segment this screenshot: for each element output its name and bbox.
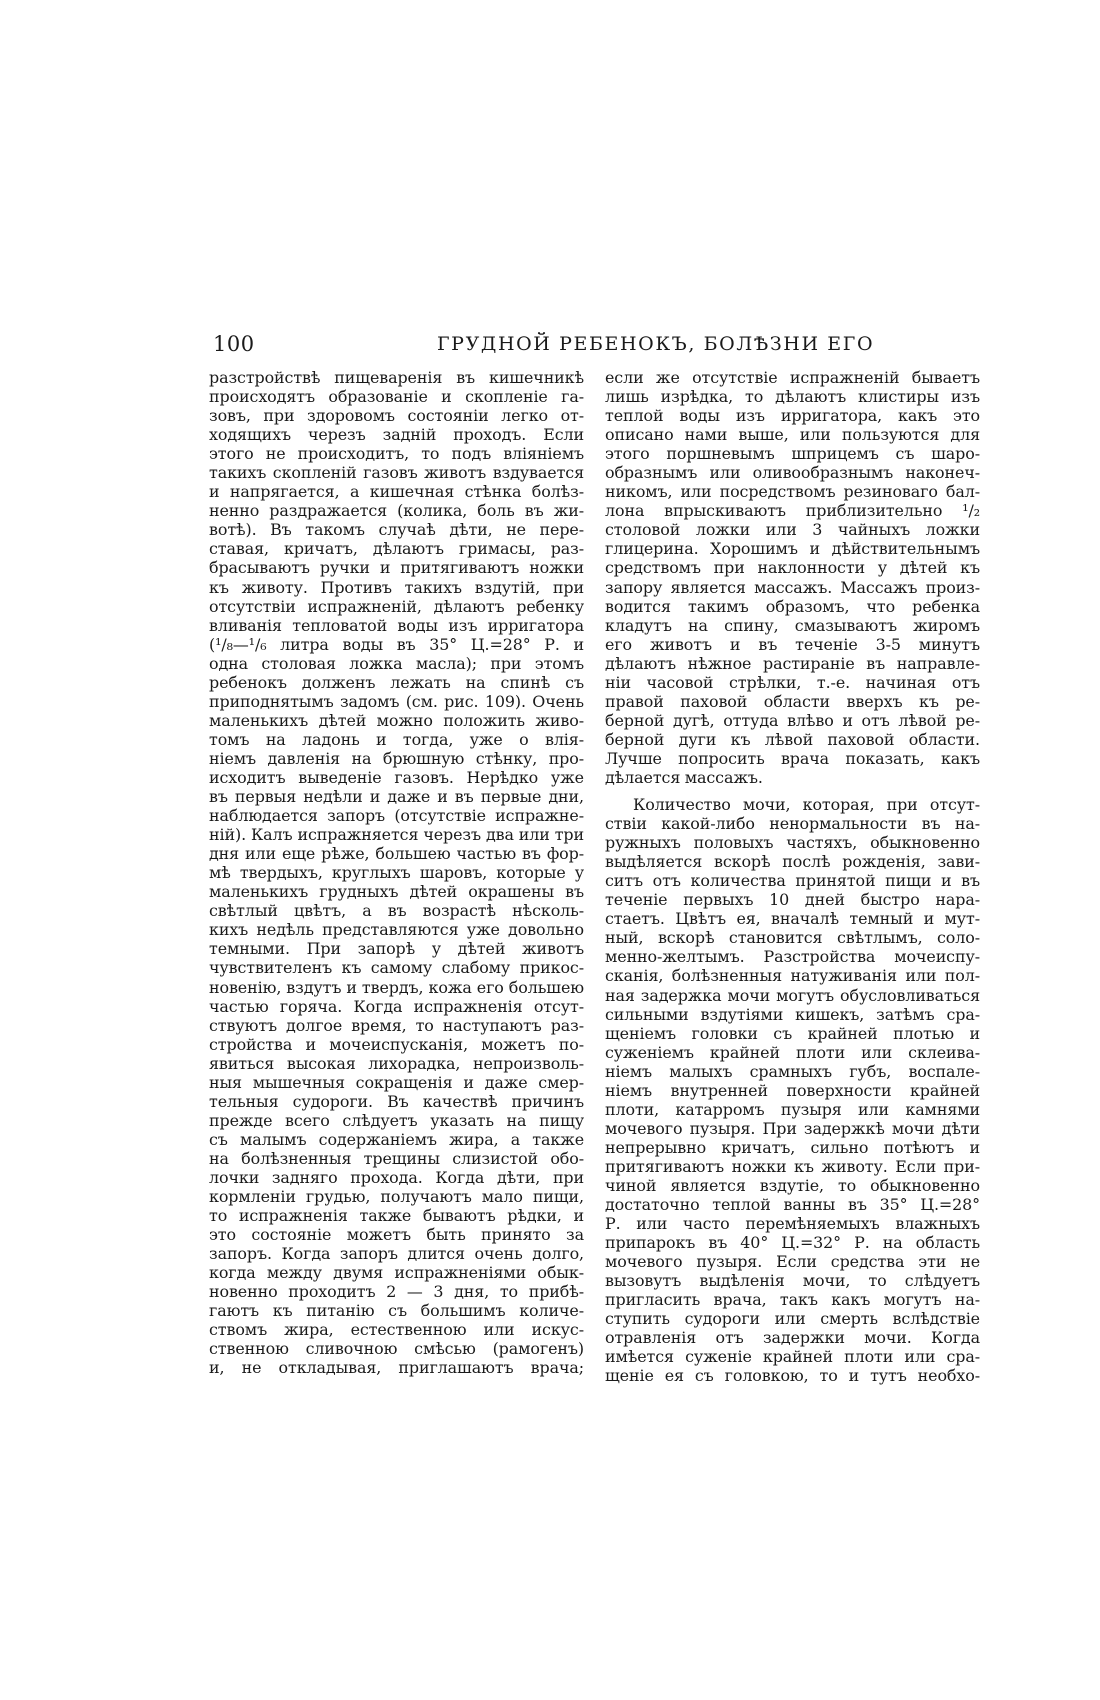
text-line: притягиваютъ ножки къ животу. Если при- <box>605 1156 980 1176</box>
text-line: Лучше попросить врача показать, какъ <box>605 748 980 768</box>
text-line: кормленіи грудью, получаютъ мало пищи, <box>209 1187 584 1207</box>
text-line: правой паховой области вверхъ къ ре- <box>605 691 980 711</box>
text-line: берной дуги къ лѣвой паховой области. <box>605 729 980 749</box>
text-line: глицерина. Хорошимъ и дѣйствительнымъ <box>605 539 980 559</box>
text-line: маленькихъ дѣтей можно положить живо- <box>209 710 584 730</box>
text-line: исходитъ выведеніе газовъ. Нерѣдко уже <box>209 767 584 787</box>
text-line: берной дугѣ, оттуда влѣво и отъ лѣвой ре- <box>605 710 980 730</box>
text-line: когда между двумя испражненіями обык- <box>209 1263 584 1283</box>
page-number: 100 <box>213 332 255 356</box>
text-line: щеніе ея съ головкою, то и тутъ необхо- <box>605 1366 980 1386</box>
text-line: разстройствѣ пищеваренія въ кишечникѣ <box>209 368 584 387</box>
text-line: наблюдается запоръ (отсутствіе испражне- <box>209 806 584 826</box>
text-line: темными. При запорѣ у дѣтей животъ <box>209 939 584 959</box>
text-line: дѣлаютъ нѣжное растираніе въ направле- <box>605 653 980 673</box>
text-line: чувствителенъ къ самому слабому прикос- <box>209 958 584 978</box>
text-line: съ малымъ содержаніемъ жира, а также <box>209 1129 584 1149</box>
text-line: этого поршневымъ шприцемъ съ шаро- <box>605 444 980 464</box>
text-line: припарокъ въ 40° Ц.=32° Р. на область <box>605 1233 980 1253</box>
text-line: ситъ отъ количества принятой пищи и въ <box>605 871 980 891</box>
text-line: маленькихъ грудныхъ дѣтей окрашены въ <box>209 882 584 902</box>
text-line: явиться высокая лихорадка, непроизволь- <box>209 1053 584 1073</box>
text-line: сильными вздутіями кишекъ, затѣмъ сра- <box>605 1004 980 1024</box>
text-line: ніемъ малыхъ срамныхъ губъ, воспале- <box>605 1061 980 1081</box>
text-line: ствуютъ долгое время, то наступаютъ раз- <box>209 1015 584 1035</box>
text-line: никомъ, или посредствомъ резиноваго бал- <box>605 482 980 502</box>
text-line: тельныя судороги. Въ качествѣ причинъ <box>209 1091 584 1111</box>
running-head: ГРУДНОЙ РЕБЕНОКЪ, БОЛѢЗНИ ЕГО <box>437 333 875 355</box>
text-line: ствомъ жира, естественною или искус- <box>209 1320 584 1340</box>
text-line: этого не происходитъ, то подъ вліяніемъ <box>209 444 584 464</box>
text-line: ставая, кричатъ, дѣлаютъ гримасы, раз- <box>209 539 584 559</box>
text-line: плоти, катарромъ пузыря или камнями <box>605 1099 980 1119</box>
text-line: запору является массажъ. Массажъ произ- <box>605 577 980 597</box>
text-line: такихъ скопленій газовъ животъ вздувается <box>209 463 584 483</box>
text-line: дѣлается массажъ. <box>605 767 763 787</box>
text-line: запоръ. Когда запоръ длится очень долго, <box>209 1244 584 1264</box>
page-header <box>213 328 973 360</box>
text-line: брасываютъ ручки и притягиваютъ ножки <box>209 558 584 578</box>
text-line: отравленія отъ задержки мочи. Когда <box>605 1328 980 1348</box>
text-line: ніемъ внутренней поверхности крайней <box>605 1080 980 1100</box>
text-line: на болѣзненныя трещины слизистой обо- <box>209 1148 584 1168</box>
text-line: къ животу. Противъ такихъ вздутій, при <box>209 577 584 597</box>
text-line: это состояніе можетъ быть принято за <box>209 1225 584 1245</box>
text-line: и напрягается, а кишечная стѣнка болѣз- <box>209 482 584 502</box>
text-line: ружныхъ половыхъ частяхъ, обыкновенно <box>605 833 980 853</box>
text-line: его животъ и въ теченіе 3-5 минутъ <box>605 634 980 654</box>
text-line: гаютъ къ питанію съ большимъ количе- <box>209 1301 584 1321</box>
text-line: вливанія тепловатой воды изъ ирригатора <box>209 615 584 635</box>
text-line: имѣется суженіе крайней плоти или сра- <box>605 1347 980 1367</box>
text-line: чиной является вздутіе, то обыкновенно <box>605 1175 980 1195</box>
text-line: лона впрыскиваютъ приблизительно ¹/₂ <box>605 501 980 521</box>
text-line: новенно проходитъ 2 — 3 дня, то прибѣ- <box>209 1282 584 1302</box>
text-line: пригласить врача, такъ какъ могутъ на- <box>605 1290 980 1310</box>
text-line: новенію, вздутъ и твердъ, кожа его большею <box>209 977 584 997</box>
text-line: происходятъ образованіе и скопленіе га- <box>209 387 584 407</box>
text-line: зовъ, при здоровомъ состояніи легко от- <box>209 406 584 426</box>
text-line: стройства и мочеиспусканія, можетъ по- <box>209 1034 584 1054</box>
text-line: если же отсутствіе испражненій бываетъ <box>605 368 980 387</box>
text-line: и, не откладывая, приглашаютъ врача; <box>209 1358 584 1378</box>
text-line: лочки задняго прохода. Когда дѣти, при <box>209 1167 584 1187</box>
text-line: ній). Калъ испражняется черезъ два или три <box>209 825 584 845</box>
text-line: Р. или часто перемѣняемыхъ влажныхъ <box>605 1214 980 1234</box>
text-line: достаточно теплой ванны въ 35° Ц.=28° <box>605 1195 980 1215</box>
text-line: ственною сливочною смѣсью (рамогенъ) <box>209 1339 584 1359</box>
text-line: вотѣ). Въ такомъ случаѣ дѣти, не пере- <box>209 520 584 540</box>
text-line: ныя мышечныя сокращенія и даже смер- <box>209 1072 584 1092</box>
text-line: дня или еще рѣже, большею частью въ фор- <box>209 844 584 864</box>
text-line: ніи часовой стрѣлки, т.-е. начиная отъ <box>605 672 980 692</box>
text-line: Количество мочи, которая, при отсут- <box>633 795 980 815</box>
text-line: теплой воды изъ ирригатора, какъ это <box>605 406 980 426</box>
text-line: ніемъ давленія на брюшную стѣнку, про- <box>209 748 584 768</box>
text-line: средствомъ при наклонности у дѣтей къ <box>605 558 980 578</box>
text-line: ствіи какой-либо ненормальности въ на- <box>605 814 980 834</box>
text-line: образнымъ или оливообразнымъ наконеч- <box>605 463 980 483</box>
text-line: лишь изрѣдка, то дѣлаютъ клистиры изъ <box>605 387 980 407</box>
text-line: столовой ложки или 3 чайныхъ ложки <box>605 520 980 540</box>
text-line: мочевого пузыря. При задержкѣ мочи дѣти <box>605 1118 980 1138</box>
text-line: частью горяча. Когда испражненія отсут- <box>209 996 584 1016</box>
text-line: мѣ твердыхъ, круглыхъ шаровъ, которые у <box>209 863 584 883</box>
text-line: кихъ недѣль представляются уже довольно <box>209 920 584 940</box>
text-line: ный, вскорѣ становится свѣтлымъ, соло- <box>605 928 980 948</box>
text-line: ходящихъ черезъ задній проходъ. Если <box>209 425 584 445</box>
text-line: то испражненія также бываютъ рѣдки, и <box>209 1206 584 1226</box>
text-line: свѣтлый цвѣтъ, а въ возрастѣ нѣсколь- <box>209 901 584 921</box>
text-line: мочевого пузыря. Если средства эти не <box>605 1252 980 1272</box>
text-line: непрерывно кричатъ, сильно потѣютъ и <box>605 1137 980 1157</box>
text-line: менно-желтымъ. Разстройства мочеиспу- <box>605 947 980 967</box>
text-line: выдѣляется вскорѣ послѣ рожденія, зави- <box>605 852 980 872</box>
text-line: водится такимъ образомъ, что ребенка <box>605 596 980 616</box>
text-line: суженіемъ крайней плоти или склеива- <box>605 1042 980 1062</box>
text-line: теченіе первыхъ 10 дней быстро нара- <box>605 890 980 910</box>
text-line: ная задержка мочи могутъ обусловливаться <box>605 985 980 1005</box>
text-line: кладутъ на спину, смазываютъ жиромъ <box>605 615 980 635</box>
text-line: сканія, болѣзненныя натуживанія или пол- <box>605 966 980 986</box>
text-line: щеніемъ головки съ крайней плотью и <box>605 1023 980 1043</box>
text-line: одна столовая ложка масла); при этомъ <box>209 653 584 673</box>
text-line: ступить судороги или смерть вслѣдствіе <box>605 1309 980 1329</box>
text-line: томъ на ладонь и тогда, уже о влія- <box>209 729 584 749</box>
text-line: стаетъ. Цвѣтъ ея, вначалѣ темный и мут- <box>605 909 980 929</box>
text-line: въ первыя недѣли и даже и въ первые дни, <box>209 787 584 807</box>
text-line: отсутствіи испражненій, дѣлаютъ ребенку <box>209 596 584 616</box>
text-line: ребенокъ долженъ лежать на спинѣ съ <box>209 672 584 692</box>
right-text-column <box>605 368 980 1385</box>
text-line: вызовутъ выдѣленія мочи, то слѣдуетъ <box>605 1271 980 1291</box>
text-line: описано нами выше, или пользуются для <box>605 425 980 445</box>
text-line: ненно раздражается (колика, боль въ жи- <box>209 501 584 521</box>
text-line: приподнятымъ задомъ (см. рис. 109). Очень <box>209 691 584 711</box>
text-line: прежде всего слѣдуетъ указать на пищу <box>209 1110 584 1130</box>
left-text-column <box>209 368 584 1377</box>
text-line: (¹/₈—¹/₆ литра воды въ 35° Ц.=28° Р. и <box>209 634 584 654</box>
